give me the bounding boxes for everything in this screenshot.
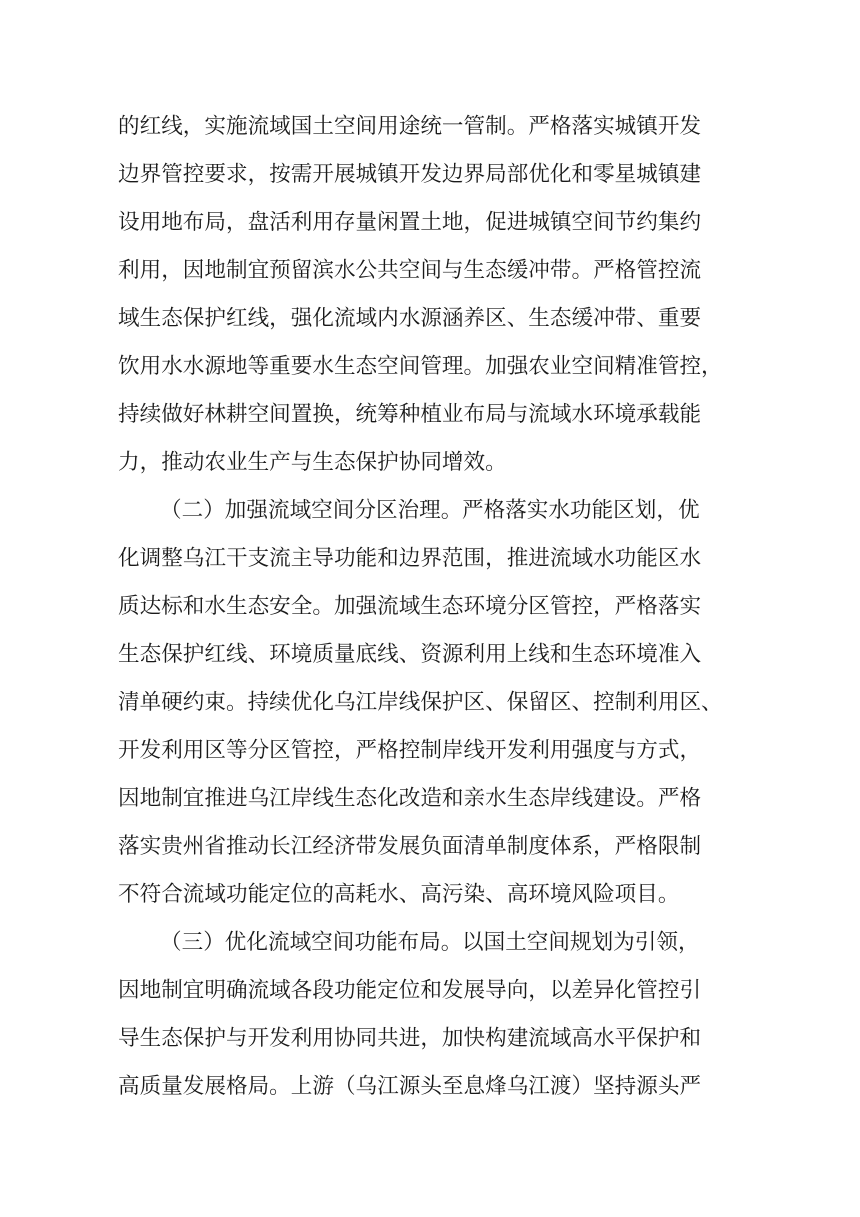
section-heading: （二）加强流域空间分区治理。 [160,498,463,523]
line-text: 持续做好林耕空间置换，统筹种植业布局与流域水环境承载能 [118,402,702,427]
text-line [0,299,860,339]
text-line [0,347,860,387]
line-text: 不符合流域功能定位的高耗水、高污染、高环境风险项目。 [118,882,680,907]
line-text: 化调整乌江干支流主导功能和边界范围，推进流域水功能区水 [118,546,702,571]
text-line [0,779,860,819]
text-line [0,827,860,867]
text-line [0,683,860,723]
text-line [0,539,860,579]
text-line [0,875,860,915]
text-line [0,587,860,627]
line-text: 饮用水水源地等重要水生态空间管理。加强农业空间精准管控， [118,354,723,379]
text-line [0,251,860,291]
line-text: 质达标和水生态安全。加强流域生态环境分区管控，严格落实 [118,594,702,619]
line-text: 落实贵州省推动长江经济带发展负面清单制度体系，严格限制 [118,834,702,859]
text-line [0,971,860,1011]
text-line [0,107,860,147]
text-line [0,155,860,195]
text-line [0,923,860,963]
text-line [0,1067,860,1107]
text-line [0,443,860,483]
section-heading: （三）优化流域空间功能布局。 [160,930,463,955]
line-text: 以国土空间规划为引领， [462,930,700,955]
line-text: 清单硬约束。持续优化乌江岸线保护区、保留区、控制利用区、 [118,690,723,715]
line-text: 的红线，实施流域国土空间用途统一管制。严格落实城镇开发 [118,114,702,139]
line-text: 域生态保护红线，强化流域内水源涵养区、生态缓冲带、重要 [118,306,702,331]
text-line [0,635,860,675]
line-text: 力，推动农业生产与生态保护协同增效。 [118,450,507,475]
line-text: 开发利用区等分区管控，严格控制岸线开发利用强度与方式， [118,738,702,763]
line-text: 因地制宜明确流域各段功能定位和发展导向，以差异化管控引 [118,978,702,1003]
text-line [0,203,860,243]
line-text: 因地制宜推进乌江岸线生态化改造和亲水生态岸线建设。严格 [118,786,702,811]
line-text: 设用地布局，盘活利用存量闲置土地，促进城镇空间节约集约 [118,210,702,235]
text-line [0,731,860,771]
text-line [0,491,860,531]
text-line [0,1019,860,1059]
line-text: 导生态保护与开发利用协同共进，加快构建流域高水平保护和 [118,1026,702,1051]
line-text: 严格落实水功能区划，优 [462,498,700,523]
line-text: 利用，因地制宜预留滨水公共空间与生态缓冲带。严格管控流 [118,258,702,283]
text-line [0,395,860,435]
line-text: 生态保护红线、环境质量底线、资源利用上线和生态环境准入 [118,642,702,667]
line-text: 边界管控要求，按需开展城镇开发边界局部优化和零星城镇建 [118,162,702,187]
line-text: 高质量发展格局。上游（乌江源头至息烽乌江渡）坚持源头严 [118,1074,702,1099]
